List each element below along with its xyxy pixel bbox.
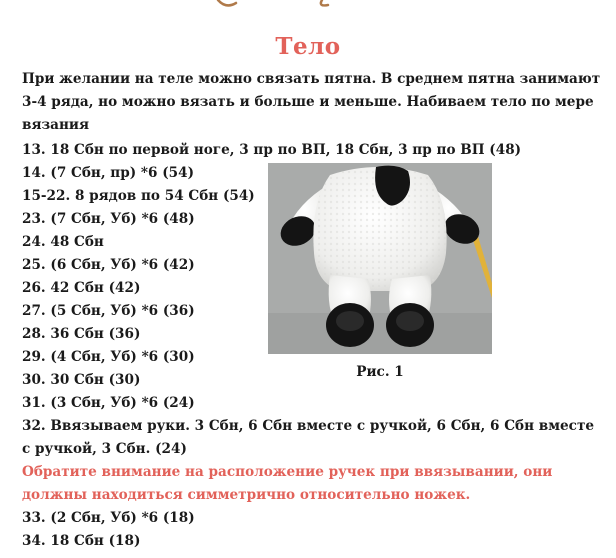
step-29: 29. (4 Сбн, Уб) *6 (30)	[22, 349, 195, 365]
step-13: 13. 18 Сбн по первой ноге, 3 пр по ВП, 18 Сбн, 3 пр по ВП (48)	[22, 142, 522, 158]
step-24: 24. 48 Сбн	[22, 234, 104, 250]
step-33: 33. (2 Сбн, Уб) *6 (18)	[22, 510, 195, 526]
step-31: 31. (3 Сбн, Уб) *6 (24)	[22, 395, 195, 411]
figure-caption: Рис. 1	[356, 364, 404, 380]
step-14: 14. (7 Сбн, пр) *6 (54)	[22, 165, 195, 181]
step-26: 26. 42 Сбн (42)	[22, 280, 141, 296]
crochet-cow-body-illustration	[268, 163, 492, 354]
toy-photo	[268, 163, 492, 354]
step-34: 34. 18 Сбн (18)	[22, 533, 141, 549]
step-23: 23. (7 Сбн, Уб) *6 (48)	[22, 211, 195, 227]
intro-paragraph: При желании на теле можно связать пятна. В среднем пятна занимают 3-4 ряда, но можно вязать и больше и меньше. Набиваем тело по мере вязания	[22, 71, 601, 133]
step-32: 32. Ввязываем руки. 3 Сбн, 6 Сбн вместе с ручкой, 6 Сбн, 6 Сбн вместе с ручкой, 3 Сбн. (24)	[22, 418, 595, 457]
step-30: 30. 30 Сбн (30)	[22, 372, 141, 388]
section-title: Тело	[275, 33, 341, 60]
step-28: 28. 36 Сбн (36)	[22, 326, 141, 342]
top-ornament	[0, 0, 616, 12]
step-25: 25. (6 Сбн, Уб) *6 (42)	[22, 257, 195, 273]
step-27: 27. (5 Сбн, Уб) *6 (36)	[22, 303, 195, 319]
step-15-22: 15-22. 8 рядов по 54 Сбн (54)	[22, 188, 255, 204]
attention-note: Обратите внимание на расположение ручек при ввязывании, они должны находиться симметрично относительно ножек.	[22, 464, 553, 503]
